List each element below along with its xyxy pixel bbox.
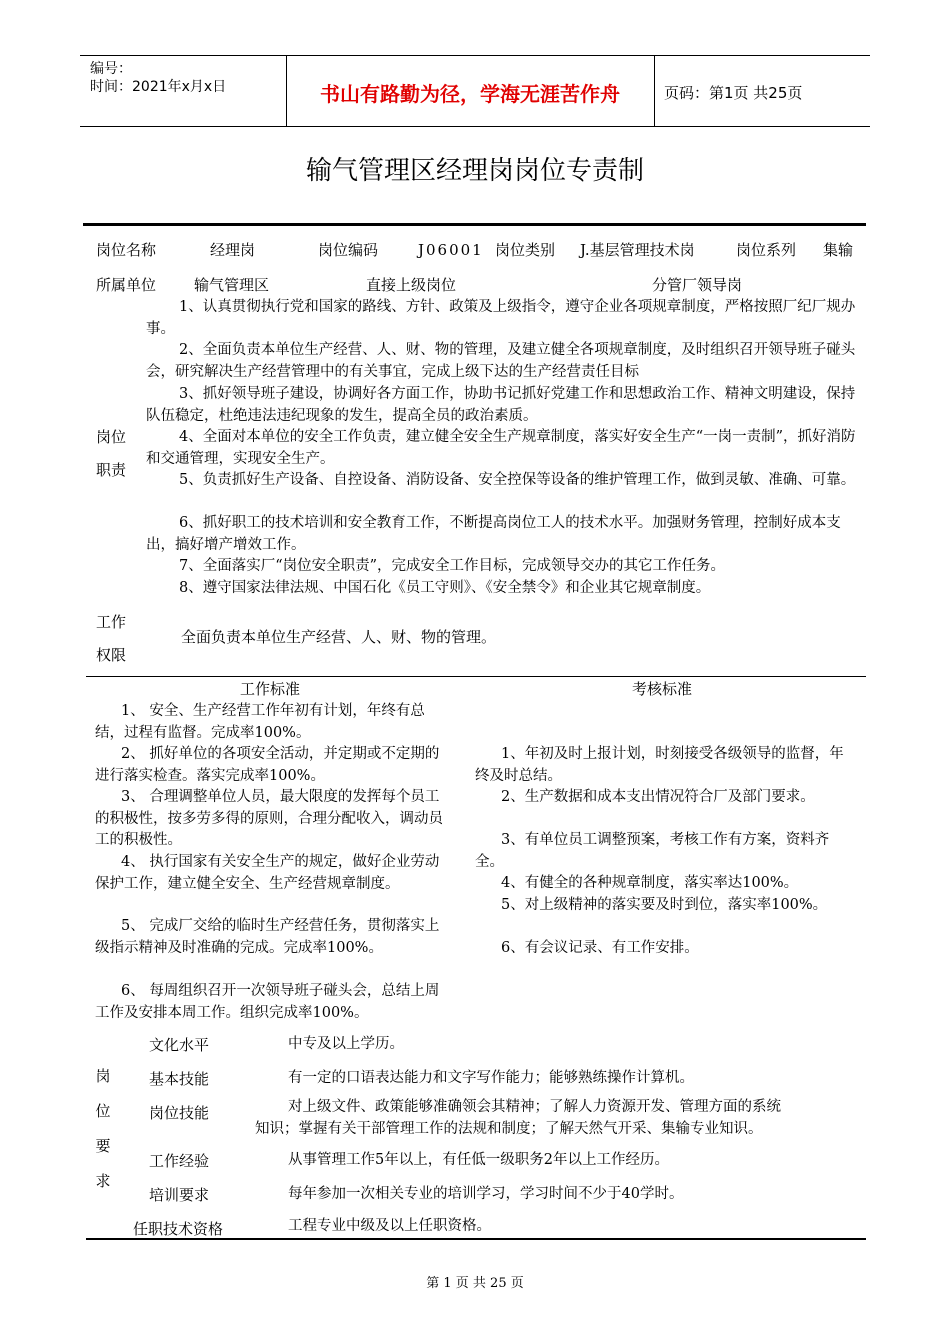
work-standard-item: 6、 每周组织召开一次领导班子碰头会，总结上周工作及安排本周工作。组织完成率100%。 <box>95 983 440 1021</box>
duty-item: 8、遵守国家法律法规、中国石化《员工守则》、《安全禁令》和企业其它规章制度。 <box>179 580 711 596</box>
assess-standard-item: 5、对上级精神的落实要及时到位，落实率100%。 <box>501 897 828 913</box>
authority-text: 全面负责本单位生产经营、人、财、物的管理。 <box>181 628 497 646</box>
duty-item: 3、抓好领导班子建设，协调好各方面工作，协助书记抓好党建工作和思想政治工作、精神文明建设，保持队伍稳定，杜绝违法违纪现象的发生，提高全员的政治素质。 <box>146 386 856 424</box>
assess-standard-item: 2、生产数据和成本支出情况符合厂及部门要求。 <box>501 789 815 805</box>
qualification-label: 任职技术资格 <box>133 1220 224 1238</box>
assess-standard-item: 6、有会议记录、有工作安排。 <box>501 940 699 956</box>
authority-label: 权限 <box>96 646 127 664</box>
post-category-label: 岗位类别 <box>495 241 556 259</box>
education-label: 文化水平 <box>149 1036 210 1054</box>
authority-label: 工作 <box>96 613 127 631</box>
requirements-label-char: 位 <box>95 1102 111 1120</box>
page-title: 输气管理区经理岗岗位专责制 <box>305 156 644 186</box>
unit-label: 所属单位 <box>96 276 157 294</box>
basic-skill-label: 基本技能 <box>149 1070 210 1088</box>
requirements-label <box>93 1059 113 1199</box>
superior-label: 直接上级岗位 <box>366 276 457 294</box>
superior: 分管厂领导岗 <box>652 276 743 294</box>
post-skill-label: 岗位技能 <box>149 1104 210 1122</box>
experience-label: 工作经验 <box>149 1152 210 1170</box>
work-standard-item: 2、 抓好单位的各项安全活动，并定期或不定期的进行落实检查。落实完成率100%。 <box>95 746 440 784</box>
title-rule <box>83 223 866 226</box>
qualification-value: 工程专业中级及以上任职资格。 <box>288 1218 491 1234</box>
experience-value: 从事管理工作5年以上，有任低一级职务2年以上工作经历。 <box>288 1152 669 1168</box>
requirements-label-char: 要 <box>95 1137 111 1155</box>
duty-item: 1、认真贯彻执行党和国家的路线、方针、政策及上级指令，遵守企业各项规章制度，严格按照厂纪厂规办事。 <box>146 299 856 337</box>
work-standard-item: 1、 安全、生产经营工作年初有计划，年终有总结，过程有监督。完成率100%。 <box>95 703 425 741</box>
post-skill-value: 知识；掌握有关干部管理工作的法规和制度；了解天然气开采、集输专业知识。 <box>255 1121 763 1137</box>
header-box <box>80 55 870 127</box>
requirements-label-char: 求 <box>95 1172 111 1190</box>
requirements-label-char: 岗 <box>95 1067 111 1085</box>
post-code: J06001 <box>418 241 484 259</box>
post-skill-value: 对上级文件、政策能够准确领会其精神；了解人力资源开发、管理方面的系统 <box>288 1099 781 1115</box>
work-standard-item: 5、 完成厂交给的临时生产经营任务，贯彻落实上级指示精神及时准确的完成。完成率100%。 <box>95 918 440 956</box>
assess-standard-item: 3、有单位员工调整预案，考核工作有方案，资料齐全。 <box>475 832 830 870</box>
bottom-rule <box>86 1238 866 1240</box>
training-value: 每年参加一次相关专业的培训学习，学习时间不少于40学时。 <box>288 1186 684 1202</box>
duty-item: 5、负责抓好生产设备、自控设备、消防设备、安全控保等设备的维护管理工作，做到灵敏、准确、可靠。 <box>179 472 856 488</box>
duties-label: 职责 <box>96 461 127 479</box>
motto: 书山有路勤为径，学海无涯苦作舟 <box>320 82 620 106</box>
duty-item: 2、全面负责本单位生产经营、人、财、物的管理，及建立健全各项规章制度，及时组织召开领导班子碰头会，研究解决生产经营管理中的有关事宜，完成上级下达的生产经营责任目标 <box>146 342 856 380</box>
document-number: 编号： <box>90 61 132 77</box>
header-meta <box>90 60 226 96</box>
section-rule <box>86 676 866 677</box>
page-footer: 第 1 页 共 25 页 <box>426 1276 524 1291</box>
assess-standard-item: 1、年初及时上报计划，时刻接受各级领导的监督，年终及时总结。 <box>475 746 844 784</box>
work-standard-item: 4、 执行国家有关安全生产的规定，做好企业劳动保护工作，建立健全安全、生产经营规章制度。 <box>95 854 440 892</box>
post-series-label: 岗位系列 <box>736 241 797 259</box>
post-name-label: 岗位名称 <box>96 241 157 259</box>
post-series: 集输 <box>823 241 854 259</box>
assess-standard-title: 考核标准 <box>632 680 693 698</box>
post-name: 经理岗 <box>210 241 256 259</box>
page-code: 页码：第1页 共25页 <box>664 84 803 102</box>
training-label: 培训要求 <box>149 1186 210 1204</box>
post-category: J.基层管理技术岗 <box>580 241 695 259</box>
duties-label: 岗位 <box>96 428 127 446</box>
duty-item: 4、全面对本单位的安全工作负责，建立健全安全生产规章制度，落实好安全生产“一岗一责制”，抓好消防和交通管理，实现安全生产。 <box>146 429 856 467</box>
work-standard-title: 工作标准 <box>240 680 301 698</box>
header-divider <box>654 56 655 126</box>
work-standard-item: 3、 合理调整单位人员，最大限度的发挥每个员工的积极性，按多劳多得的原则，合理分配收入，调动员工的积极性。 <box>95 789 443 848</box>
assess-standard-item: 4、有健全的各种规章制度，落实率达100%。 <box>501 875 799 891</box>
duty-item: 6、抓好职工的技术培训和安全教育工作，不断提高岗位工人的技术水平。加强财务管理，控制好成本支出，搞好增产增效工作。 <box>146 515 841 553</box>
basic-skill-value: 有一定的口语表达能力和文字写作能力；能够熟练操作计算机。 <box>288 1070 694 1086</box>
post-code-label: 岗位编码 <box>318 241 379 259</box>
unit: 输气管理区 <box>194 276 270 294</box>
duty-item: 7、全面落实厂“岗位安全职责”，完成安全工作目标，完成领导交办的其它工作任务。 <box>179 558 726 574</box>
document-time: 时间：2021年x月x日 <box>90 79 227 95</box>
education-value: 中专及以上学历。 <box>288 1036 404 1052</box>
